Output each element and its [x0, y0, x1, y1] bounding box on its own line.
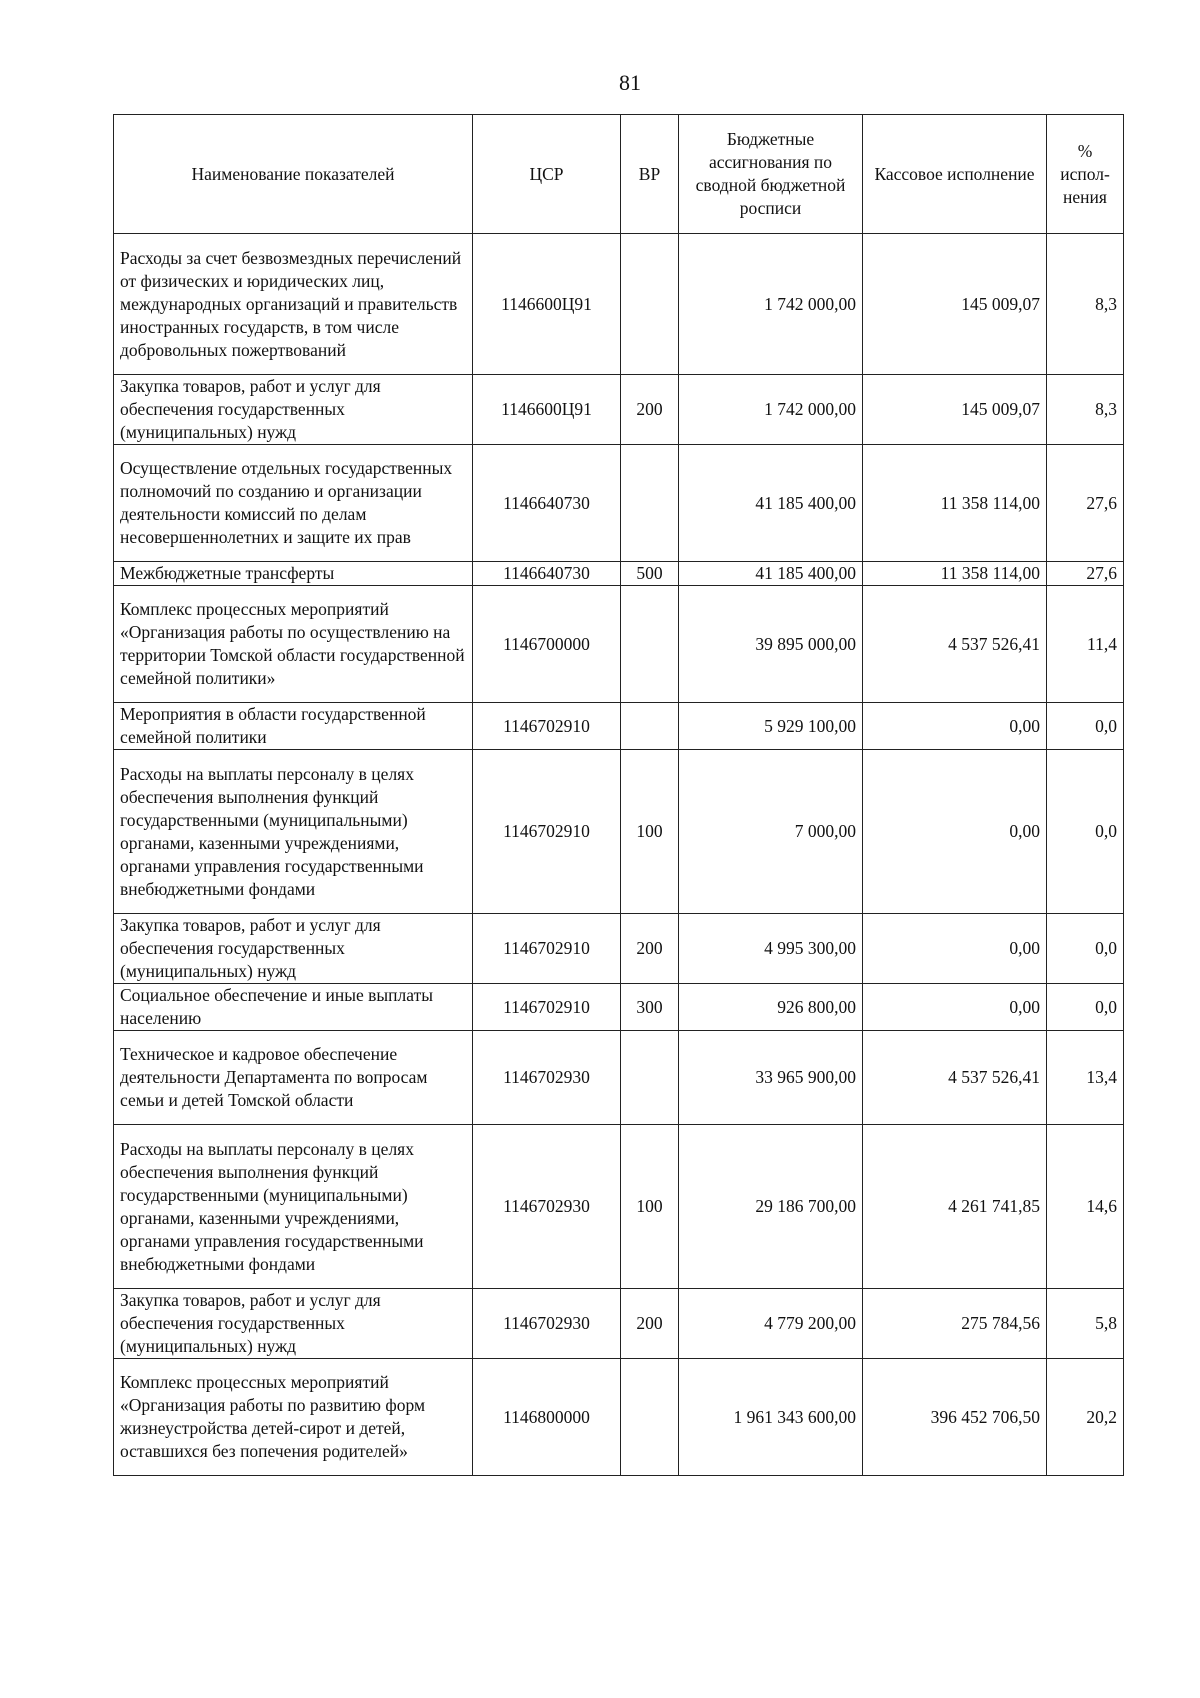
row-percent: 8,3 [1047, 234, 1124, 375]
table-row [114, 445, 1124, 562]
row-name: Расходы на выплаты персоналу в целях обеспечения выполнения функций государственными (муниципальными) органами, казенными учреждениями, органами управления государственными внебюджетными фондами [114, 1125, 473, 1289]
row-name: Комплекс процессных мероприятий «Организация работы по осуществлению на территории Томской области государственной семейной политики» [114, 586, 473, 703]
row-csr: 1146640730 [473, 445, 621, 562]
row-csr: 1146702930 [473, 1031, 621, 1125]
row-csr: 1146702930 [473, 1289, 621, 1359]
row-cash: 11 358 114,00 [863, 562, 1047, 586]
row-allocations: 39 895 000,00 [679, 586, 863, 703]
row-vr [621, 703, 679, 750]
row-cash: 4 261 741,85 [863, 1125, 1047, 1289]
row-csr: 1146600Ц91 [473, 375, 621, 445]
row-percent: 27,6 [1047, 445, 1124, 562]
row-csr: 1146800000 [473, 1359, 621, 1476]
budget-table [113, 114, 1124, 1476]
row-vr [621, 445, 679, 562]
row-cash: 11 358 114,00 [863, 445, 1047, 562]
table-row [114, 914, 1124, 984]
row-cash: 0,00 [863, 984, 1047, 1031]
table-row [114, 984, 1124, 1031]
page-number: 81 [619, 70, 641, 95]
table-row [114, 562, 1124, 586]
header-csr: ЦСР [473, 115, 621, 234]
row-allocations: 41 185 400,00 [679, 562, 863, 586]
row-vr [621, 586, 679, 703]
row-percent: 0,0 [1047, 914, 1124, 984]
row-csr: 1146702910 [473, 984, 621, 1031]
table-row [114, 1125, 1124, 1289]
table-row [114, 1289, 1124, 1359]
row-vr: 200 [621, 375, 679, 445]
row-allocations: 4 779 200,00 [679, 1289, 863, 1359]
row-name: Закупка товаров, работ и услуг для обеспечения государственных (муниципальных) нужд [114, 375, 473, 445]
row-name: Социальное обеспечение и иные выплаты населению [114, 984, 473, 1031]
row-cash: 4 537 526,41 [863, 1031, 1047, 1125]
row-vr [621, 1359, 679, 1476]
row-cash: 0,00 [863, 914, 1047, 984]
row-allocations: 1 742 000,00 [679, 234, 863, 375]
row-percent: 0,0 [1047, 984, 1124, 1031]
row-name: Закупка товаров, работ и услуг для обеспечения государственных (муниципальных) нужд [114, 1289, 473, 1359]
row-name: Комплекс процессных мероприятий «Организация работы по развитию форм жизнеустройства детей-сирот и детей, оставшихся без попечения родителей» [114, 1359, 473, 1476]
row-csr: 1146702910 [473, 750, 621, 914]
row-vr [621, 1031, 679, 1125]
row-name: Расходы за счет безвозмездных перечислений от физических и юридических лиц, международных организаций и правительств иностранных государств, в том числе добровольных пожертвований [114, 234, 473, 375]
row-csr: 1146702910 [473, 914, 621, 984]
row-vr: 100 [621, 750, 679, 914]
row-vr: 100 [621, 1125, 679, 1289]
row-csr: 1146702930 [473, 1125, 621, 1289]
row-name: Мероприятия в области государственной семейной политики [114, 703, 473, 750]
row-percent: 13,4 [1047, 1031, 1124, 1125]
row-csr: 1146700000 [473, 586, 621, 703]
table-row [114, 750, 1124, 914]
row-cash: 275 784,56 [863, 1289, 1047, 1359]
row-percent: 5,8 [1047, 1289, 1124, 1359]
header-vr: ВР [621, 115, 679, 234]
row-name: Межбюджетные трансферты [114, 562, 473, 586]
row-vr: 200 [621, 914, 679, 984]
header-cash: Кассовое исполнение [863, 115, 1047, 234]
row-allocations: 1 961 343 600,00 [679, 1359, 863, 1476]
row-cash: 396 452 706,50 [863, 1359, 1047, 1476]
row-name: Осуществление отдельных государственных полномочий по созданию и организации деятельности комиссий по делам несовершеннолетних и защите их прав [114, 445, 473, 562]
row-cash: 145 009,07 [863, 234, 1047, 375]
row-vr [621, 234, 679, 375]
row-vr: 300 [621, 984, 679, 1031]
row-cash: 4 537 526,41 [863, 586, 1047, 703]
table-row [114, 586, 1124, 703]
row-allocations: 29 186 700,00 [679, 1125, 863, 1289]
row-percent: 20,2 [1047, 1359, 1124, 1476]
table-header-row [114, 115, 1124, 234]
row-csr: 1146600Ц91 [473, 234, 621, 375]
row-percent: 14,6 [1047, 1125, 1124, 1289]
row-percent: 8,3 [1047, 375, 1124, 445]
row-allocations: 5 929 100,00 [679, 703, 863, 750]
row-allocations: 33 965 900,00 [679, 1031, 863, 1125]
row-vr: 200 [621, 1289, 679, 1359]
row-percent: 0,0 [1047, 750, 1124, 914]
row-cash: 145 009,07 [863, 375, 1047, 445]
row-name: Техническое и кадровое обеспечение деятельности Департамента по вопросам семьи и детей Томской области [114, 1031, 473, 1125]
header-percent: % испол-нения [1047, 115, 1124, 234]
row-percent: 27,6 [1047, 562, 1124, 586]
row-allocations: 1 742 000,00 [679, 375, 863, 445]
row-allocations: 4 995 300,00 [679, 914, 863, 984]
row-percent: 11,4 [1047, 586, 1124, 703]
table-body [114, 234, 1124, 1476]
table-row [114, 703, 1124, 750]
row-cash: 0,00 [863, 750, 1047, 914]
row-name: Закупка товаров, работ и услуг для обеспечения государственных (муниципальных) нужд [114, 914, 473, 984]
table-row [114, 234, 1124, 375]
row-csr: 1146702910 [473, 703, 621, 750]
row-name: Расходы на выплаты персоналу в целях обеспечения выполнения функций государственными (муниципальными) органами, казенными учреждениями, органами управления государственными внебюджетными фондами [114, 750, 473, 914]
row-allocations: 7 000,00 [679, 750, 863, 914]
header-name: Наименование показателей [114, 115, 473, 234]
row-allocations: 926 800,00 [679, 984, 863, 1031]
row-csr: 1146640730 [473, 562, 621, 586]
row-percent: 0,0 [1047, 703, 1124, 750]
header-allocations: Бюджетные ассигнования по сводной бюджетной росписи [679, 115, 863, 234]
row-cash: 0,00 [863, 703, 1047, 750]
row-vr: 500 [621, 562, 679, 586]
table-row [114, 1359, 1124, 1476]
table-row [114, 375, 1124, 445]
row-allocations: 41 185 400,00 [679, 445, 863, 562]
table-row [114, 1031, 1124, 1125]
